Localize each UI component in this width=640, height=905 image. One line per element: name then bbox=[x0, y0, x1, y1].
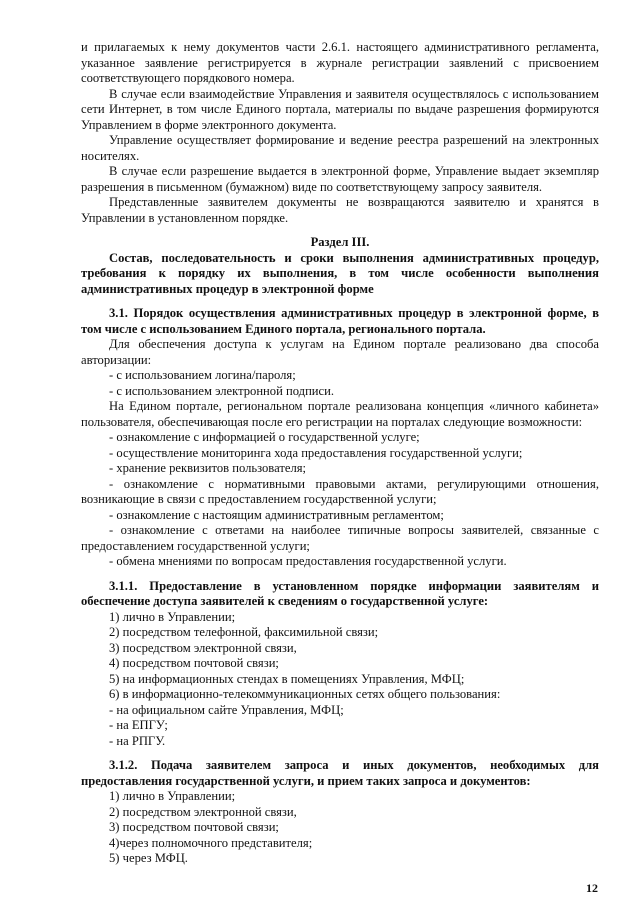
page-number: 12 bbox=[586, 881, 598, 895]
paragraph: Управление осуществляет формирование и ведение реестра разрешений на электронных носителях. bbox=[81, 133, 599, 163]
list-item: - обмена мнениями по вопросам предоставления государственной услуги. bbox=[109, 554, 507, 568]
list-item: - хранение реквизитов пользователя; bbox=[109, 461, 307, 475]
list-item: 3) посредством почтовой связи; bbox=[109, 820, 279, 834]
paragraph: - ознакомление с ответами на наиболее типичные вопросы заявителей, связанные с предоставлением государственной услуги; bbox=[81, 523, 599, 553]
document-page bbox=[81, 40, 599, 867]
spacer bbox=[81, 297, 599, 306]
list-item: - ознакомление с настоящим административным регламентом; bbox=[109, 507, 444, 522]
list-item: - осуществление мониторинга хода предоставления государственной услуги; bbox=[109, 445, 523, 460]
list-item: 3) посредством электронной связи, bbox=[109, 640, 297, 655]
spacer bbox=[81, 226, 599, 235]
paragraph: - ознакомление с нормативными правовыми актами, регулирующими отношения, возникающие в связи с предоставлением государственной услуги; bbox=[81, 476, 599, 506]
spacer bbox=[81, 749, 599, 758]
list-item: 4)через полномочного представителя; bbox=[109, 835, 313, 850]
paragraph: Для обеспечения доступа к услугам на Едином портале реализовано два способа авторизации: bbox=[81, 337, 599, 367]
section-heading: Состав, последовательность и сроки выполнения административных процедур, требования к порядку их выполнения, в том числе особенности выполнения административных процедур в электронной форме bbox=[81, 250, 599, 296]
subsection-heading: 3.1. Порядок осуществления административных процедур в электронной форме, в том числе с использованием Единого портала, регионального портала. bbox=[81, 306, 599, 336]
paragraph: В случае если разрешение выдается в электронной форме, Управление выдает экземпляр разрешения в письменном (бумажном) виде по соответствующему запросу заявителя. bbox=[81, 164, 599, 194]
list-item: - на ЕПГУ; bbox=[109, 718, 168, 732]
list-item: - на РПГУ. bbox=[109, 733, 166, 748]
spacer bbox=[81, 570, 599, 579]
list-item: 1) лично в Управлении; bbox=[109, 789, 236, 803]
list-item: 5) на информационных стендах в помещениях Управления, МФЦ; bbox=[109, 671, 465, 686]
list-item: 4) посредством почтовой связи; bbox=[109, 656, 279, 670]
list-item: - с использованием логина/пароля; bbox=[109, 368, 296, 382]
list-item: 2) посредством электронной связи, bbox=[109, 804, 297, 819]
list-item: - на официальном сайте Управления, МФЦ; bbox=[109, 702, 344, 717]
subsection-heading: 3.1.1. Предоставление в установленном порядке информации заявителям и обеспечение доступа заявителей к сведениям о государственной услуге: bbox=[81, 578, 599, 608]
paragraph: В случае если взаимодействие Управления и заявителя осуществлялось с использованием сети Интернет, в том числе Единого портала, материалы по выдаче разрешения формируются Управлением в форме электронного документа. bbox=[81, 86, 599, 132]
list-item: 2) посредством телефонной, факсимильной связи; bbox=[109, 625, 379, 639]
list-item: - ознакомление с информацией о государственной услуге; bbox=[109, 430, 420, 444]
subsection-heading: 3.1.2. Подача заявителем запроса и иных документов, необходимых для предоставления государственной услуги, и прием таких запроса и документов: bbox=[81, 758, 599, 788]
paragraph: Представленные заявителем документы не возвращаются заявителю и хранятся в Управлении в установленном порядке. bbox=[81, 195, 599, 225]
section-title: Раздел III. bbox=[310, 235, 370, 249]
list-item: 1) лично в Управлении; bbox=[109, 609, 236, 624]
list-item: - с использованием электронной подписи. bbox=[109, 383, 335, 398]
list-item: 6) в информационно-телекоммуникационных сетях общего пользования: bbox=[109, 687, 501, 701]
list-item: 5) через МФЦ. bbox=[109, 851, 188, 865]
paragraph: На Едином портале, региональном портале реализована концепция «личного кабинета» пользователя, обеспечивающая после его регистрации на порталах следующие возможности: bbox=[81, 399, 599, 429]
paragraph: и прилагаемых к нему документов части 2.6.1. настоящего административного регламента, указанное заявление регистрируется в журнале регистрации заявлений с присвоением соответствующего порядкового номера. bbox=[81, 40, 599, 85]
